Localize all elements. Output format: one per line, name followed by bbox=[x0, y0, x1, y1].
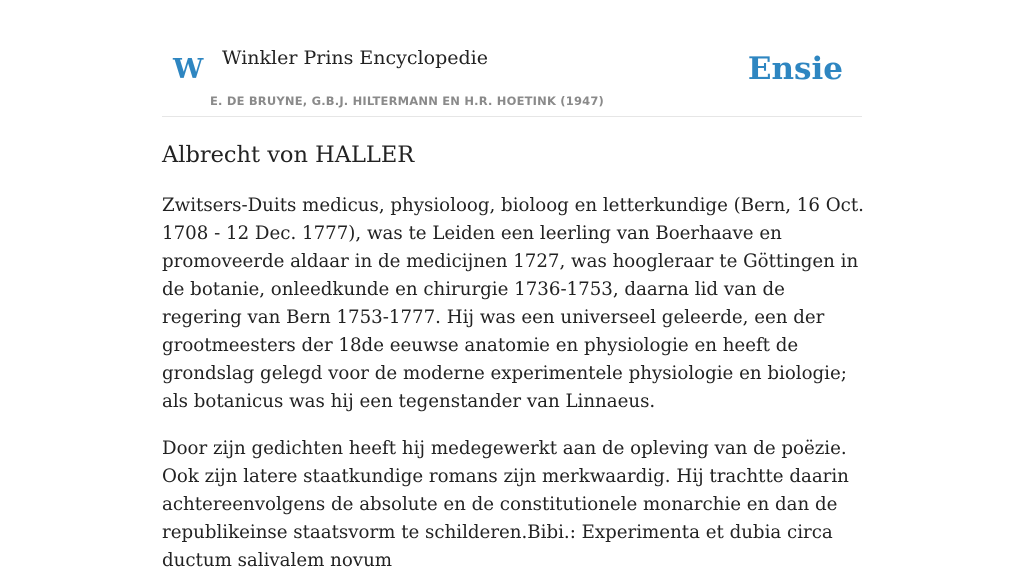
article-paragraph-2: Door zijn gedichten heeft hij medegewerkt aan de opleving van de poëzie. Ook zijn latere staatkundige romans zijn merkwaardig. Hij trachtte daarin achtereenvolgens de absolute en de constitutionele monarchie en dan de republikeinse staatsvorm te schilderen.Bibi.: Experimenta et dubia circa ductum salivalem novum bbox=[162, 438, 849, 571]
header bbox=[162, 0, 862, 117]
article-title: Albrecht von HALLER bbox=[162, 142, 415, 168]
publication-title[interactable]: Winkler Prins Encyclopedie bbox=[222, 47, 488, 69]
logo-icon[interactable]: W bbox=[173, 54, 204, 85]
article-paragraph-1: Zwitsers-Duits medicus, physioloog, bioloog en letterkundige (Bern, 16 Oct. 1708 - 12 Dec. 1777), was te Leiden een leerling van Boerhaave en promoveerde aldaar in de medicijnen 1727, was hoogleraar te Göttingen in de botanie, onleedkunde en chirurgie 1736-1753, daarna lid van de regering van Bern 1753-1777. Hij was een universeel geleerde, een der grootmeesters der 18de eeuwse anatomie en physiologie en heeft de grondslag gelegd voor de moderne experimentele physiologie en biologie; als botanicus was hij een tegenstander van Linnaeus. bbox=[162, 195, 864, 412]
article bbox=[162, 137, 867, 575]
authors-line: E. DE BRUYNE, G.B.J. HILTERMANN EN H.R. HOETINK (1947) bbox=[210, 94, 605, 108]
ensie-logo[interactable]: Ensie bbox=[747, 51, 843, 87]
